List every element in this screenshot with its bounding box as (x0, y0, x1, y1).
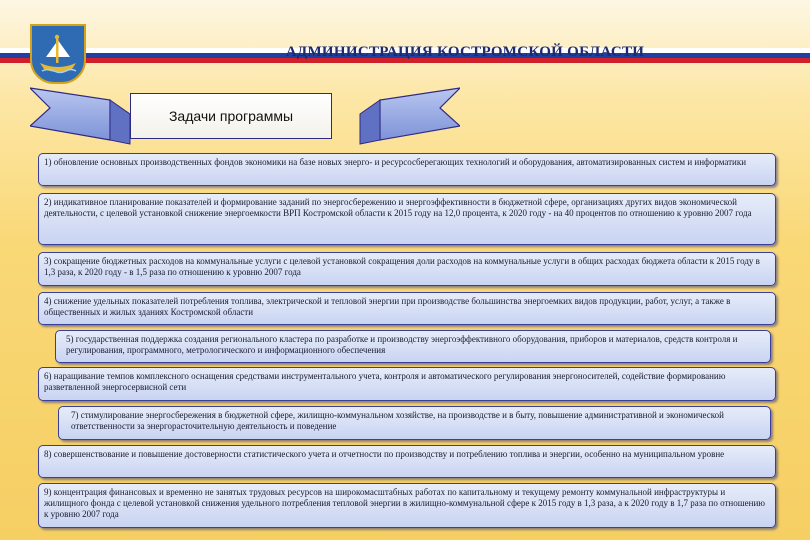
task-item-8: 8) совершенствование и повышение достоверности статистического учета и отчетности по производству и потреблению топлива и энергии, особенно на муниципальном уровне (38, 445, 776, 478)
page-title: АДМИНИСТРАЦИЯ КОСТРОМСКОЙ ОБЛАСТИ (285, 44, 645, 60)
task-item-9: 9) концентрация финансовых и временно не занятых трудовых ресурсов на широкомасштабных работах по капитальному и текущему ремонту коммунальной инфраструктуры и жилищного фонда с целевой установкой снижения удельного потребления тепловой энергии в жилищно-коммунальной сфере к 2015 году в 1,3 раза, а к 2020 году в 1,7 раза по отношению к уровню 2007 года (38, 483, 776, 528)
task-item-6: 6) наращивание темпов комплексного оснащения средствами инструментального учета, контроля и автоматического регулирования энергоносителей, содействие формированию разветвленной энергосервисной сети (38, 367, 776, 401)
task-item-4: 4) снижение удельных показателей потребления топлива, электрической и тепловой энергии при производстве большинства энергоемких видов продукции, работ, услуг, а также в общественных и жилых зданиях Костромской области (38, 292, 776, 325)
task-item-7: 7) стимулирование энергосбережения в бюджетной сфере, жилищно-коммунальном хозяйстве, на производстве и в быту, повышение административной и экономической ответственности за энергорасточительную деятельность и поведение (58, 406, 771, 440)
task-item-3: 3) сокращение бюджетных расходов на коммунальные услуги с целевой установкой сокращения доли расходов на коммунальные услуги в общих расходах бюджета области к 2015 году в 1,3 раза, к 2020 году - в 1,5 раза по отношению к уровню 2007 года (38, 252, 776, 286)
task-item-2: 2) индикативное планирование показателей и формирование заданий по энергосбережению и энергоэффективности в бюджетной сфере, организациях других видов экономической деятельности, с целевой установкой снижение энергоемкости ВРП Костромской области к 2015 году на 12,0 процента, к 2020 году - на 40 процентов по отношению к уровню 2007 года (38, 193, 776, 245)
task-item-1: 1) обновление основных производственных фондов экономики на базе новых энерго- и ресурсосберегающих технологий и оборудования, автоматизированных систем и информатики (38, 153, 776, 186)
ribbon-label: Задачи программы (130, 93, 332, 139)
task-item-5: 5) государственная поддержка создания регионального кластера по разработке и производству энергоэффективного оборудования, приборов и материалов, средств контроля и регулирования, программного, метрологического и информационного обеспечения (55, 330, 771, 363)
